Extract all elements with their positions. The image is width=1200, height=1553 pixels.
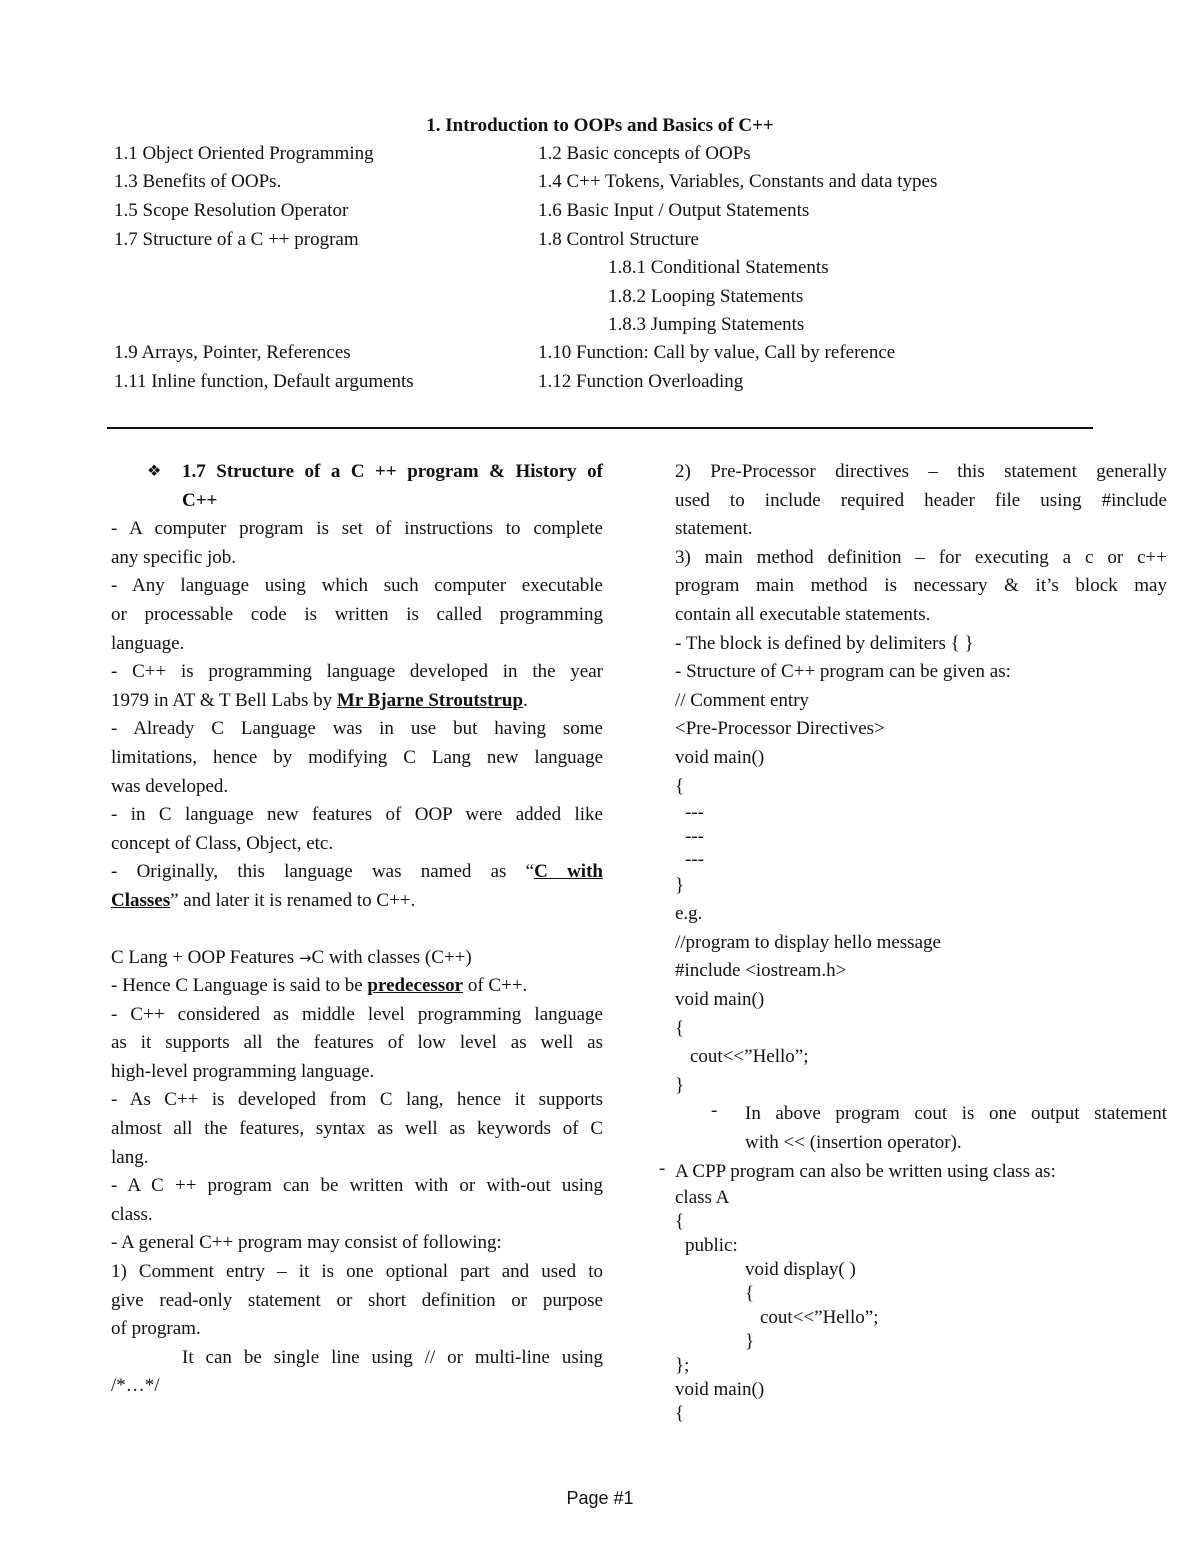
code-line: {	[745, 1283, 755, 1305]
text-line: statement.	[675, 518, 753, 540]
dash-bullet: -	[711, 1100, 718, 1122]
toc-subitem: 1.8.3 Jumping Statements	[608, 314, 805, 335]
code-line: ---	[685, 802, 704, 824]
code-line: #include <iostream.h>	[675, 960, 847, 982]
toc-subitem: 1.8.2 Looping Statements	[608, 286, 804, 307]
right-arrow-icon: →	[298, 948, 312, 967]
text-line: A CPP program can also be written using class as:	[675, 1160, 1056, 1182]
section-heading-line: C++	[182, 489, 218, 511]
code-line: {	[675, 1211, 685, 1233]
text-line: class.	[111, 1203, 153, 1225]
code-line: {	[675, 775, 685, 797]
code-line: void main()	[675, 746, 765, 768]
text-line: lang.	[111, 1146, 149, 1168]
text-span: C with classes (C++)	[311, 946, 472, 968]
code-line: ---	[685, 825, 704, 847]
emphasis-text: Classes	[111, 889, 171, 911]
text-line: concept of Class, Object, etc.	[111, 832, 334, 854]
toc-item: 1.7 Structure of a C ++ program	[114, 229, 359, 250]
text-line	[111, 887, 603, 916]
text-line	[111, 858, 603, 887]
text-line	[111, 972, 603, 1001]
text-line: e.g.	[675, 903, 703, 925]
right-column	[659, 458, 1167, 1426]
toc-item: 1.4 C++ Tokens, Variables, Constants and data types	[538, 171, 938, 192]
text-line: of program.	[111, 1318, 201, 1340]
text-line: or processable code is written is called programming	[111, 603, 603, 625]
text-line: high-level programming language.	[111, 1060, 375, 1082]
toc-item: 1.3 Benefits of OOPs.	[114, 171, 282, 192]
text-line: - As C++ is developed from C lang, hence it supports	[111, 1089, 603, 1111]
author-name: Mr Bjarne Stroutstrup	[336, 689, 524, 711]
text-span: 1979 in AT & T Bell Labs by	[111, 689, 337, 711]
code-line: class A	[675, 1187, 730, 1209]
toc-item: 1.1 Object Oriented Programming	[114, 143, 374, 164]
page-number: Page #1	[566, 1488, 634, 1508]
text-line: used to include required header file using #include	[675, 489, 1167, 511]
text-span: of C++.	[463, 975, 528, 997]
code-line: {	[675, 1017, 685, 1039]
section-divider	[107, 427, 1093, 429]
text-line: - A C ++ program can be written with or with-out using	[111, 1175, 603, 1197]
text-line: - Already C Language was in use but having some	[111, 718, 603, 740]
emphasis-text: C with	[534, 861, 603, 883]
text-line: almost all the features, syntax as well as keywords of C	[111, 1118, 603, 1140]
toc-subitem: 1.8.1 Conditional Statements	[608, 257, 829, 278]
code-line: }	[675, 874, 685, 896]
text-line: limitations, hence by modifying C Lang new language	[111, 746, 603, 768]
code-line: cout<<”Hello”;	[760, 1307, 879, 1329]
code-line: // Comment entry	[675, 689, 810, 711]
text-line: - The block is defined by delimiters { }	[675, 632, 974, 654]
text-line: any specific job.	[111, 546, 237, 568]
code-line: void display( )	[745, 1259, 856, 1281]
text-line: - in C language new features of OOP were added like	[111, 804, 603, 826]
section-heading	[111, 458, 603, 515]
left-column	[111, 458, 603, 1401]
text-line: 3) main method definition – for executing a c or c++	[675, 546, 1167, 568]
chapter-title: 1. Introduction to OOPs and Basics of C++	[426, 115, 774, 136]
text-line	[111, 687, 603, 716]
text-line: was developed.	[111, 775, 229, 797]
code-line: public:	[685, 1235, 738, 1257]
code-line: }	[745, 1331, 755, 1353]
text-line: - Any language using which such computer executable	[111, 575, 603, 597]
text-line: program main method is necessary & it’s block may	[675, 575, 1167, 597]
text-span: ” and later it is renamed to C++.	[170, 889, 416, 911]
text-line: language.	[111, 632, 185, 654]
toc-item: 1.2 Basic concepts of OOPs	[538, 143, 751, 164]
toc-item: 1.12 Function Overloading	[538, 371, 744, 392]
toc-item: 1.6 Basic Input / Output Statements	[538, 200, 810, 221]
diamond-bullet-icon: ❖	[147, 463, 162, 480]
dash-bullet: -	[659, 1157, 666, 1179]
note-item	[675, 1100, 1167, 1157]
code-line: //program to display hello message	[675, 931, 941, 953]
text-line: - C++ considered as middle level programming language	[111, 1003, 603, 1025]
text-line	[111, 944, 603, 973]
section-heading-line: 1.7 Structure of a C ++ program & History of	[182, 461, 603, 482]
code-line: }	[675, 1074, 685, 1096]
text-line: It can be single line using // or multi-line using	[182, 1346, 603, 1368]
text-line: In above program cout is one output statement	[745, 1103, 1167, 1125]
toc-item: 1.8 Control Structure	[538, 229, 699, 250]
code-line: };	[675, 1355, 690, 1377]
toc-item: 1.11 Inline function, Default arguments	[114, 371, 414, 392]
text-span: .	[523, 689, 528, 711]
text-line: - C++ is programming language developed in the year	[111, 661, 603, 683]
text-line: with << (insertion operator).	[745, 1131, 962, 1153]
emphasis-text: predecessor	[367, 975, 464, 997]
text-line: - A general C++ program may consist of following:	[111, 1232, 502, 1254]
text-line: - A computer program is set of instructions to complete	[111, 518, 603, 540]
text-line: /*…*/	[111, 1375, 160, 1397]
toc-item: 1.5 Scope Resolution Operator	[114, 200, 349, 221]
code-line: <Pre-Processor Directives>	[675, 718, 885, 740]
text-line: as it supports all the features of low level as well as	[111, 1032, 603, 1054]
text-line: 1) Comment entry – it is one optional part and used to	[111, 1261, 603, 1283]
text-span: C Lang + OOP Features	[111, 946, 299, 968]
text-span: - Originally, this language was named as “	[111, 861, 535, 883]
toc-item: 1.9 Arrays, Pointer, References	[114, 342, 351, 363]
note-item	[659, 1158, 1167, 1187]
text-line: - Structure of C++ program can be given as:	[675, 661, 1011, 683]
text-span: - Hence C Language is said to be	[111, 975, 368, 997]
code-line: void main()	[675, 1379, 765, 1401]
code-line: ---	[685, 849, 704, 871]
text-line: contain all executable statements.	[675, 603, 931, 625]
toc-item: 1.10 Function: Call by value, Call by reference	[538, 342, 896, 363]
blank-line	[111, 916, 603, 944]
text-line: 2) Pre-Processor directives – this statement generally	[675, 461, 1167, 482]
text-line: give read-only statement or short definition or purpose	[111, 1289, 603, 1311]
code-line: {	[675, 1403, 685, 1425]
code-line: cout<<”Hello”;	[690, 1046, 809, 1068]
code-line: void main()	[675, 989, 765, 1010]
